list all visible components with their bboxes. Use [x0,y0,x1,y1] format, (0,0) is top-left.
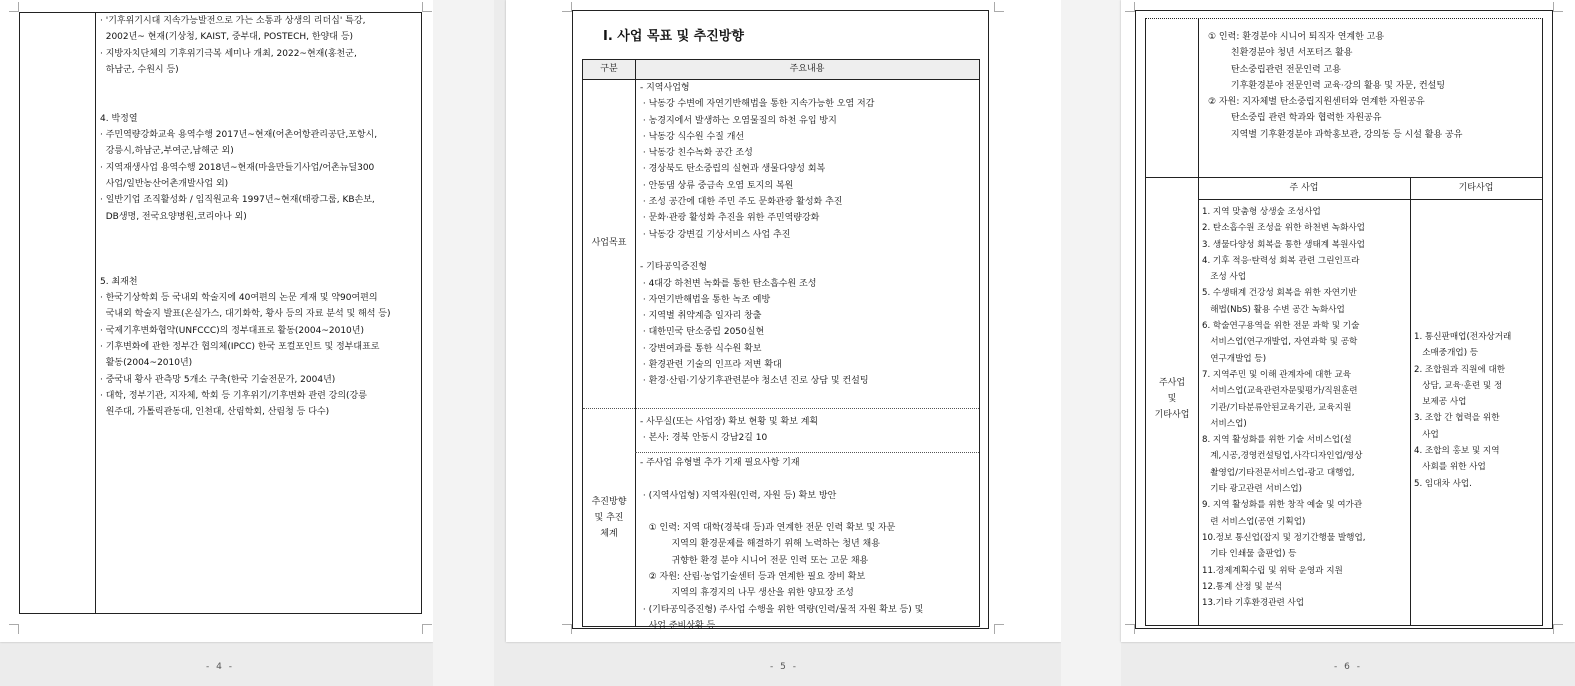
text-line: 하남군, 수원시 등) [100,64,179,75]
list-item: 기타 인쇄물 출판업) 등 [1202,549,1297,560]
text-line: 지역의 휴경지의 나무 생산을 위한 양묘장 조성 [640,588,854,599]
text-line [640,504,923,520]
list-item: 사회를 위한 사업 [1414,462,1486,473]
text-line [640,243,874,259]
p4-table [19,12,422,614]
text-line [100,225,391,241]
main-business-list [1202,204,1366,611]
text-line: 기후환경분야 전문인력 교육·강의 활용 및 자문, 컨설팅 [1208,80,1446,91]
text-line: · 문화·관광 활성화 추진을 위한 주민역량강화 [640,213,820,224]
list-item: 조성 사업 [1202,272,1247,283]
p5-page-border [572,10,989,629]
text-line: 국내외 학술지 발표(온실가스, 대기화학, 황사 등의 자료 분석 및 해석 등) [100,309,391,320]
text-line: · 농경지에서 발생하는 오염물질의 하천 유입 방지 [640,115,837,126]
list-item: 10.정보 통신업(잡지 및 정기간행물 발행업, [1202,532,1366,543]
resources-content [1208,29,1462,143]
text-line: ① 인력: 지역 대학(경북대 등)과 연계한 전문 인력 확보 및 자문 [640,523,896,534]
list-item: 4. 조합의 홍보 및 지역 [1414,446,1500,457]
text-line: · 기후변화에 관한 정부간 협의체(IPCC) 한국 포컬포인트 및 정부대표로 [100,341,380,352]
list-item: 촬영업/기타전문서비스업-광고 대행업, [1202,467,1355,478]
list-item: 7. 지역주민 및 이해 관계자에 대한 교육 [1202,369,1352,380]
text-line: · 안동댐 상류 중금속 오염 토지의 복원 [640,180,794,191]
text-line: 원주대, 가톨릭관동대, 인천대, 산림학회, 산림청 등 다수) [100,407,330,418]
label-line: 체계 [600,529,618,539]
page-number: - 6 - [1334,662,1362,672]
text-line [100,257,391,273]
crop-mark [1553,2,1563,12]
page-gap [1061,0,1121,686]
row-label-business [1146,375,1198,423]
list-item: 상담, 교육·훈련 및 정 [1414,380,1503,391]
page-title: Ⅰ. 사업 목표 및 추진방향 [603,29,744,44]
text-line: · 낙동강 식수원 수질 개선 [640,131,745,142]
col-header-other-business: 기타사업 [1458,183,1494,193]
text-line: · 지역재생사업 용역수행 2018년~현재(마을만들기사업/어촌뉴딜300 [100,162,375,173]
crop-mark [994,2,1004,12]
p4-text-block [100,13,391,420]
text-line: · 조성 공간에 대한 주민 주도 문화관광 활성화 추진 [640,197,843,208]
text-line: · 환경관련 기술의 인프라 저변 확대 [640,360,782,371]
list-item: 2. 조합원과 직원에 대한 [1414,364,1506,375]
goals-content [640,80,874,390]
list-item: 1. 지역 맞춤형 상생숲 조성사업 [1202,207,1321,217]
crop-mark [994,624,1004,634]
label-line: 주사업 [1158,378,1186,388]
text-line: · 본사: 경북 안동시 강남2길 10 [640,433,768,444]
list-item: 5. 임대차 사업. [1414,478,1472,489]
list-item: 1. 통신판매업(전자상거래 [1414,332,1512,342]
list-item: 서비스업) [1202,418,1247,429]
text-line: - 지역사업형 [640,83,690,93]
col-header-main-business: 주 사업 [1289,183,1319,193]
text-line: 사업/일반농산어촌개발사업 외) [100,178,229,189]
page-4 [0,0,433,642]
text-line: · 한국기상학회 등 국내외 학술지에 40여편의 논문 게재 및 약90여편의 [100,293,378,304]
list-item: 2. 탄소흡수원 조성을 위한 하천변 녹화사업 [1202,223,1365,234]
label-line: 및 [1167,394,1177,404]
list-item: 5. 수생태계 건강성 회복을 위한 자연기반 [1202,288,1357,299]
extra-content [640,455,923,634]
text-line: ② 자원: 산림·농업기술센터 등과 연계한 필요 장비 확보 [640,572,866,583]
text-line: 탄소중립 관련 학과와 협력한 자원공유 [1208,113,1382,124]
row-divider [635,452,979,453]
other-business-list [1414,329,1511,492]
crop-mark [1553,624,1563,634]
crop-mark [9,624,19,634]
text-line: · 대한민국 탄소중립 2050실현 [640,327,765,338]
label-line: 기타사업 [1154,410,1190,420]
text-line: 활동(2004~2010년) [100,358,193,369]
text-line: 지역의 환경문제를 해결하기 위해 노력하는 청년 채용 [640,539,880,550]
crop-mark [9,2,19,12]
col-header-category: 구분 [600,64,618,74]
text-line: · 자연기반해법을 통한 녹조 예방 [640,294,771,305]
goals-table [582,59,980,631]
text-line: · 4대강 하천변 녹화를 통한 탄소흡수원 조성 [640,278,817,289]
list-item: 9. 지역 활성화를 위한 창작 예술 및 여가관 [1202,500,1363,511]
text-line: ② 자원: 지자체별 탄소중립지원센터와 연계한 자원공유 [1208,97,1425,108]
text-line: - 사무실(또는 사업장) 확보 현황 및 확보 계획 [640,417,819,427]
crop-mark [422,2,432,12]
text-line: · 지역별 취약계층 일자리 창출 [640,311,762,322]
list-item: 6. 학술연구용역을 위한 전문 과학 및 기술 [1202,321,1360,332]
crop-mark [562,624,572,634]
list-item: 기관/기타분류안된교육기관, 교육지원 [1202,402,1352,413]
list-item: 8. 지역 활성화를 위한 기술 서비스업(설 [1202,435,1352,446]
text-line: · (지역사업형) 지역자원(인력, 자원 등) 확보 방안 [640,490,837,501]
text-line: 강릉시,하남군,부여군,남해군 외) [100,146,234,157]
text-line: · (기타공익증진형) 주사업 수행을 위한 역량(인력/물적 자원 확보 등) 및 [640,604,924,615]
text-line: 2002년~ 현재(기상청, KAIST, 중부대, POSTECH, 한양대 등) [100,32,354,43]
text-line: · 주민역량강화교육 용역수행 2017년~현재(어촌어항관리공단,포항시, [100,130,378,141]
list-item: 보제공 사업 [1414,397,1467,408]
list-item: 연구개발업 등) [1202,353,1267,364]
text-line: 친환경분야 청년 서포터즈 활용 [1208,48,1353,59]
text-line: · 국제기후변화협약(UNFCCC)의 정부대표로 활동(2004~2010년) [100,325,364,336]
text-line: 귀향한 환경 분야 시니어 전문 인력 또는 고문 채용 [640,555,869,566]
list-item: 해법(NbS) 활용 수변 공간 녹화사업 [1202,304,1345,315]
list-item: 3. 조합 간 협력을 위한 [1414,413,1500,424]
list-item: 4. 기후 적응·탄력성 회복 관련 그린인프라 [1202,255,1360,266]
text-line: · 지방자치단체의 기후위기극복 세미나 개최, 2022~현재(홍천군, [100,48,357,59]
page-number: - 4 - [206,662,234,672]
text-line: · 강변여과를 통한 식수원 확보 [640,343,762,354]
p6-page-border [1135,10,1553,629]
page-5 [506,0,1061,642]
page-gap [433,0,494,686]
text-line [100,241,391,257]
business-table [1145,18,1543,626]
text-line: DB생명, 전국요양병원,코리아나 외) [100,211,247,222]
row-label-goals: 사업목표 [591,238,627,248]
list-item: 12.통계 산정 및 분석 [1202,581,1282,592]
text-line: · 환경·산림·기상기후관련분야 청소년 진로 상담 및 컨설팅 [640,376,869,387]
text-line: - 주사업 유형별 추가 기재 필요사항 기재 [640,458,800,468]
list-item: 소매중개업) 등 [1414,348,1479,359]
list-item: 련 서비스업(공연 기획업) [1202,516,1306,527]
crop-mark [1125,2,1135,12]
row-label-direction [583,494,635,542]
text-line: · 중국내 황사 관측망 5개소 구축(한국 기술전문가, 2004년) [100,374,336,385]
text-line [100,94,391,110]
label-line: 추진방향 [591,497,627,507]
crop-mark [1125,624,1135,634]
list-item: 계,시공,경영컨설팅업,사각디자인업/영상 [1202,451,1363,462]
text-line: · 일반기업 조직활성화 / 임직원교육 1997년~현재(태광그룹, KB손보, [100,195,375,206]
list-item: 11.경제계획수립 및 위탁 운영과 지원 [1202,565,1343,576]
list-item: 사업 [1414,429,1439,440]
office-content [640,414,818,447]
text-line: · 경상북도 탄소중립의 실현과 생물다양성 회복 [640,164,826,175]
page-number: - 5 - [770,662,798,672]
page-6 [1121,0,1575,642]
text-line: 사업 준비상황 등 [640,620,716,631]
crop-mark [562,2,572,12]
text-line: ① 인력: 환경분야 시니어 퇴직자 연계한 고용 [1208,32,1385,42]
text-line: · 대학, 정부기관, 지자체, 학회 등 기후위기/기후변화 관련 강의(강릉 [100,390,367,401]
row-divider [583,408,979,409]
text-line: · 낙동강 친수녹화 공간 조성 [640,148,753,159]
label-line: 및 추진 [594,513,624,523]
text-line: · 낙동강 강변길 기상서비스 사업 추진 [640,229,791,240]
text-line: 탄소중립관련 전문인력 고용 [1208,64,1341,75]
section-heading: 4. 박정열 [100,113,138,124]
list-item: 3. 생물다양성 회복을 통한 생태계 복원사업 [1202,239,1365,250]
text-line: · '기후위기시대 지속가능발전으로 가는 소통과 상생의 리더십' 특강, [100,16,366,26]
crop-mark [422,624,432,634]
list-item: 서비스업(연구개발업, 자연과학 및 공학 [1202,337,1358,348]
text-line: · 낙동강 수변에 자연기반해법을 통한 지속가능한 오염 저감 [640,99,875,110]
list-item: 서비스업(교육관련자문및평가/직원훈련 [1202,386,1358,397]
col-header-content: 주요내용 [789,64,825,74]
text-line [100,78,391,94]
list-item: 13.기타 기후환경관련 사업 [1202,598,1305,609]
text-line: - 기타공익증진형 [640,262,707,273]
text-line [640,471,923,487]
list-item: 기타 광고관련 서비스업) [1202,484,1303,495]
text-line: 지역별 기후환경분야 과학홍보관, 강의동 등 시설 활용 공유 [1208,129,1463,140]
section-heading: 5. 최재천 [100,276,138,287]
